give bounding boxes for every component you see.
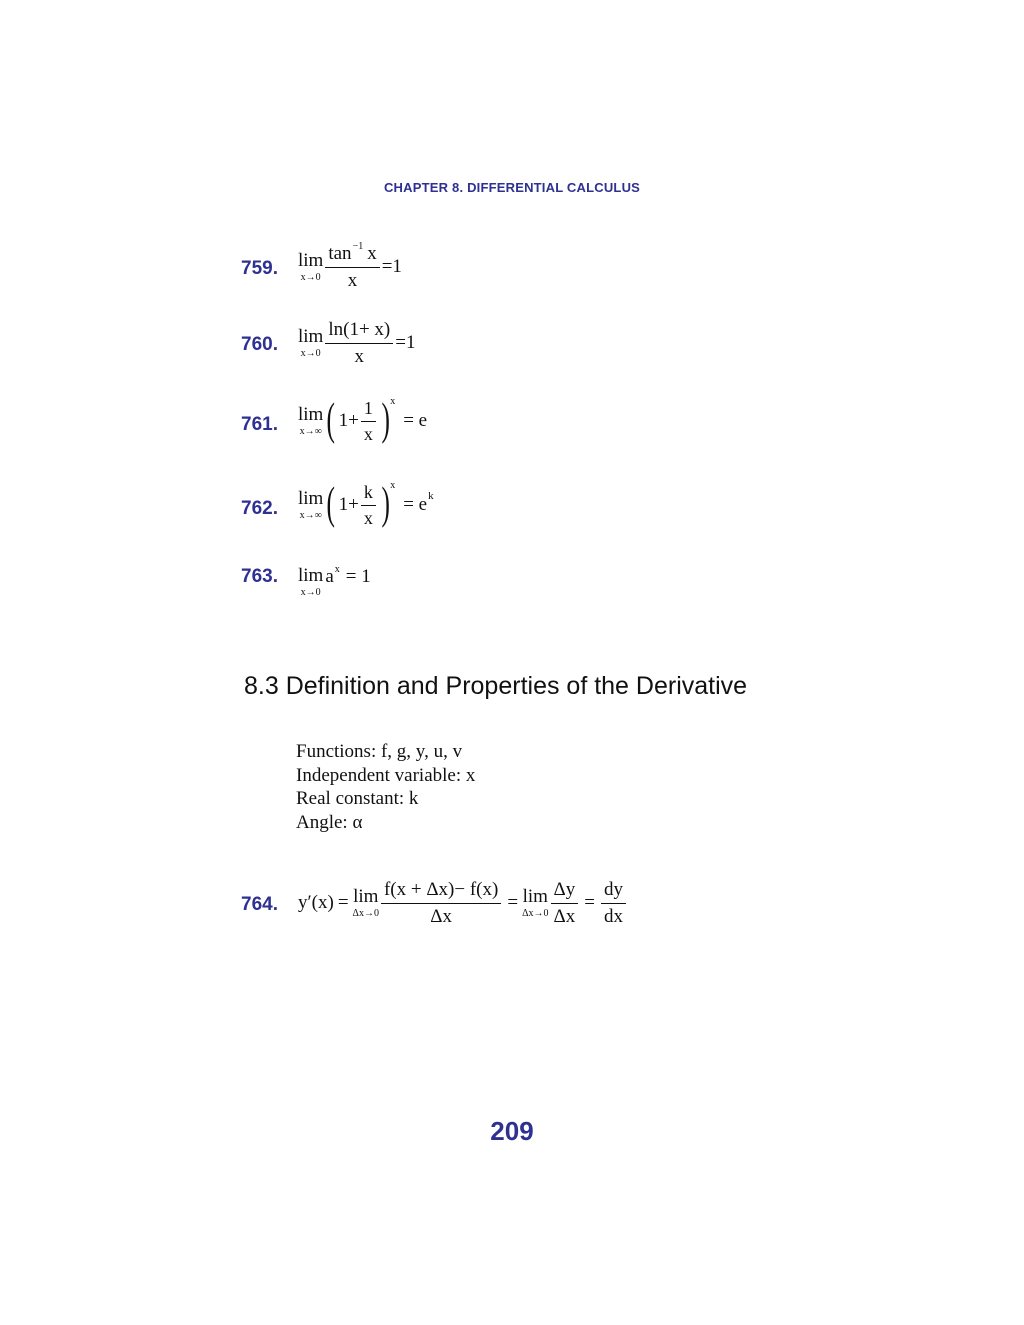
limit-operator: lim x→0 <box>298 326 324 360</box>
limit-operator: lim Δx→0 <box>522 886 549 920</box>
definition-real-constant: Real constant: k <box>296 788 419 809</box>
leibniz-derivative: $\frac{dy}{dx}$ <box>601 880 626 927</box>
fraction: $\frac{1}{x}$ <box>361 399 376 444</box>
limit-operator: lim x→0 <box>298 565 324 598</box>
formula-number-760: 760. <box>241 334 278 355</box>
section-title: 8.3 Definition and Properties of the Derivative <box>244 672 748 700</box>
page-number: 209 <box>490 1116 534 1146</box>
formula-rhs: =1 <box>395 332 416 354</box>
chapter-header: CHAPTER 8. DIFFERENTIAL CALCULUS <box>383 180 641 195</box>
fraction: $\frac{\ln(1+ x)}{x}$ <box>325 320 393 367</box>
formula-number-762: 762. <box>241 498 278 519</box>
formula-762: lim x→∞ ( 1+ $\frac{k}{x}$ ) x = e k <box>298 477 434 528</box>
derivative-lhs: y′(x) <box>298 892 334 914</box>
fraction: $\frac{\tan^{-1} x}{x}$ <box>325 244 379 291</box>
formula-763: lim x→0 $a^x$ = 1 <box>298 564 371 598</box>
limit-operator: lim x→0 <box>298 250 324 284</box>
formula-rhs: = e <box>403 410 428 431</box>
limit-operator: lim Δx→0 <box>352 886 379 920</box>
limit-operator: lim x→∞ <box>298 404 324 437</box>
formula-number-761: 761. <box>241 414 278 435</box>
formula-764: y′(x) = lim Δx→0 $\frac{f(x + \Delta x)- f(x)}{\Delta x}$ = lim Δx→0 $\frac{\Delta y}{\Delta x}$ = $\frac{dy}{dx}$ <box>298 880 628 927</box>
formula-759 <box>298 241 402 291</box>
difference-quotient: $\frac{f(x + \Delta x)- f(x)}{\Delta x}$ <box>381 880 501 927</box>
formula-number-759: 759. <box>241 258 278 279</box>
right-paren: ) <box>381 477 390 528</box>
definition-functions: Functions: f, g, y, u, v <box>296 741 463 762</box>
definition-angle: Angle: α <box>296 811 363 833</box>
formula-rhs: = e <box>403 494 428 515</box>
limit-operator: lim x→∞ <box>298 488 324 521</box>
right-paren: ) <box>381 393 390 444</box>
delta-quotient: $\frac{\Delta y}{\Delta x}$ <box>551 880 579 927</box>
left-paren: ( <box>326 393 336 444</box>
formula-rhs: = 1 <box>345 566 371 587</box>
formula-760 <box>298 320 415 367</box>
formula-761: lim x→∞ ( 1+ $\frac{1}{x}$ ) x = e <box>298 393 428 444</box>
formula-number-764: 764. <box>241 894 278 915</box>
formula-number-763: 763. <box>241 566 278 587</box>
definitions-list <box>296 740 475 834</box>
formula-rhs: =1 <box>381 256 402 278</box>
left-paren: ( <box>326 477 336 528</box>
fraction: $\frac{k}{x}$ <box>361 483 376 528</box>
definition-independent-variable: Independent variable: x <box>296 764 476 786</box>
